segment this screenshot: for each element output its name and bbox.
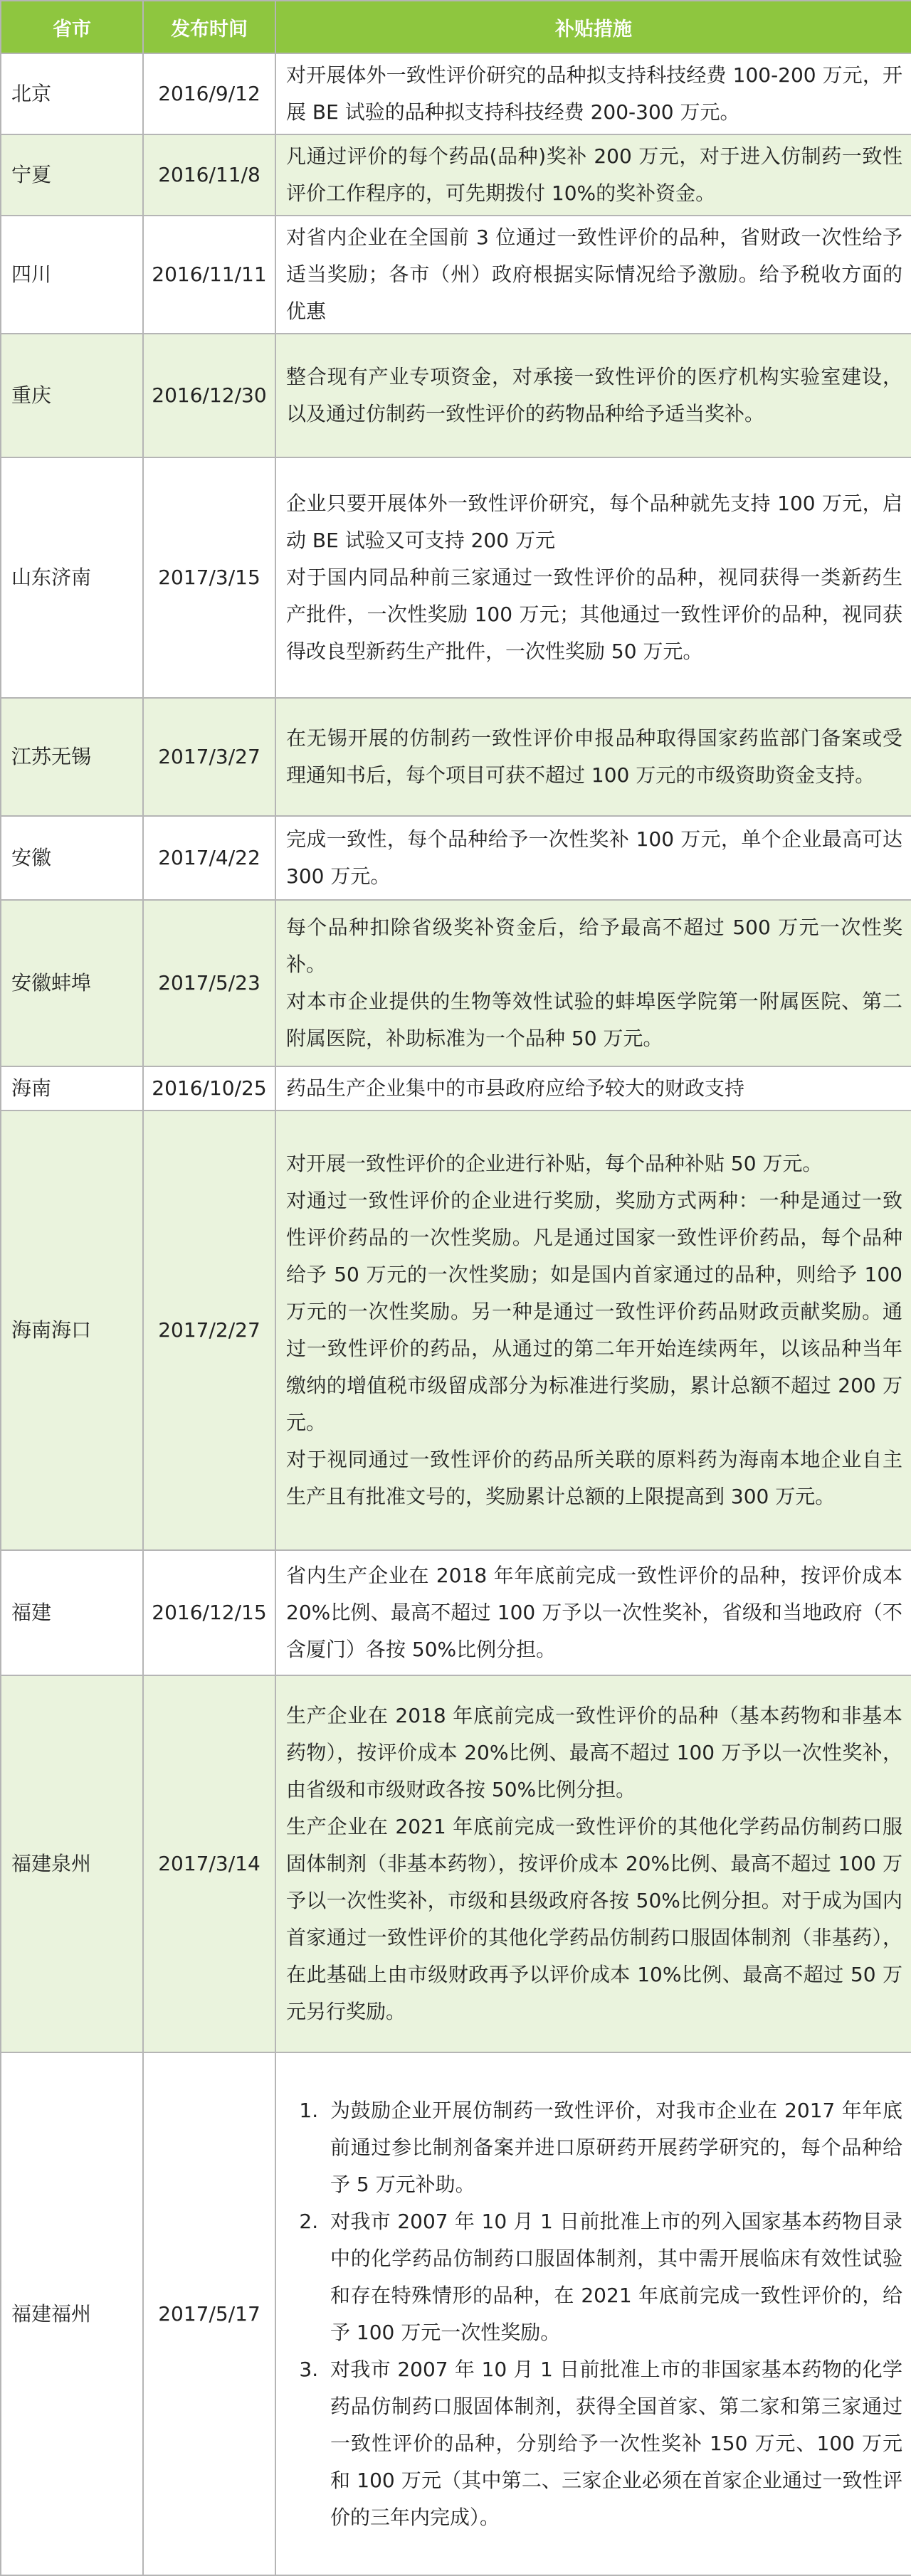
table-row	[1, 134, 911, 216]
measures-cell	[275, 2052, 911, 2575]
measure-paragraph: 对省内企业在全国前 3 位通过一致性评价的品种，省财政一次性给予适当奖励；各市（州）政府根据实际情况给予激励。给予税收方面的优惠	[286, 226, 902, 323]
province-cell: 福建泉州	[1, 1675, 143, 2052]
table-header-row	[1, 1, 911, 53]
date-cell: 2017/3/14	[143, 1675, 275, 2052]
measure-paragraph: 在无锡开展的仿制药一致性评价申报品种取得国家药监部门备案或受理通知书后，每个项目可获不超过 100 万元的市级资助资金支持。	[286, 726, 902, 787]
measure-paragraph: 对开展体外一致性评价研究的品种拟支持科技经费 100-200 万元，开展 BE 试验的品种拟支持科技经费 200-300 万元。	[286, 63, 902, 124]
province-cell: 北京	[1, 53, 143, 134]
header-date: 发布时间	[143, 1, 275, 53]
date-cell: 2016/11/8	[143, 134, 275, 216]
measure-paragraph: 药品生产企业集中的市县政府应给予较大的财政支持	[286, 1076, 745, 1100]
measures-cell	[275, 1111, 911, 1550]
date-cell: 2017/4/22	[143, 816, 275, 900]
header-province: 省市	[1, 1, 143, 53]
province-cell: 四川	[1, 216, 143, 334]
table-row	[1, 1111, 911, 1550]
table-row	[1, 1066, 911, 1111]
measures-cell	[275, 698, 911, 816]
date-cell: 2016/12/15	[143, 1550, 275, 1675]
province-cell: 宁夏	[1, 134, 143, 216]
measure-paragraph: 每个品种扣除省级奖补资金后，给予最高不超过 500 万元一次性奖补。	[286, 916, 902, 976]
province-cell: 重庆	[1, 334, 143, 457]
date-cell: 2017/5/17	[143, 2052, 275, 2575]
province-cell: 山东济南	[1, 457, 143, 698]
measure-paragraph: 省内生产企业在 2018 年年底前完成一致性评价的品种，按评价成本 20%比例、最高不超过 100 万予以一次性奖补，省级和当地政府（不含厦门）各按 50%比例分担。	[286, 1564, 902, 1661]
list-item: 3. 对我市 2007 年 10 月 1 日前批准上市的非国家基本药物的化学药品仿制药口服固体制剂，获得全国首家、第二家和第三家通过一致性评价的品种，分别给予一次性奖补 150 万元、100 万元和 100 万元（其中第二、三家企业必须在首家企业通过一致性评价的三年内完成）。	[325, 2351, 902, 2536]
header-measures: 补贴措施	[275, 1, 911, 53]
table-row	[1, 53, 911, 134]
date-cell: 2017/3/15	[143, 457, 275, 698]
measures-cell	[275, 816, 911, 900]
date-cell: 2016/9/12	[143, 53, 275, 134]
measures-cell	[275, 1675, 911, 2052]
province-cell: 海南海口	[1, 1111, 143, 1550]
measures-cell	[275, 1066, 911, 1111]
province-cell: 安徽蚌埠	[1, 900, 143, 1066]
table-row	[1, 2052, 911, 2575]
date-cell: 2016/10/25	[143, 1066, 275, 1111]
measure-paragraph: 对本市企业提供的生物等效性试验的蚌埠医学院第一附属医院、第二附属医院，补助标准为一个品种 50 万元。	[286, 990, 902, 1050]
date-cell: 2017/2/27	[143, 1111, 275, 1550]
measure-paragraph: 对通过一致性评价的企业进行奖励，奖励方式两种：一种是通过一致性评价药品的一次性奖励。凡是通过国家一致性评价药品，每个品种给予 50 万元的一次性奖励；如是国内首家通过的品种，则给予 100 万元的一次性奖励。另一种是通过一致性评价药品财政贡献奖励。通过一致性评价的药品，从通过的第二年开始连续两年，以该品种当年缴纳的增值税市级留成部分为标准进行奖励，累计总额不超过 200 万元。	[286, 1189, 902, 1434]
measures-cell	[275, 216, 911, 334]
province-cell: 江苏无锡	[1, 698, 143, 816]
measures-cell	[275, 334, 911, 457]
measure-paragraph: 完成一致性，每个品种给予一次性奖补 100 万元，单个企业最高可达 300 万元。	[286, 827, 902, 888]
date-cell: 2016/11/11	[143, 216, 275, 334]
measure-paragraph: 对于视同通过一致性评价的药品所关联的原料药为海南本地企业自主生产且有批准文号的，奖励累计总额的上限提高到 300 万元。	[286, 1448, 902, 1508]
list-item: 2. 对我市 2007 年 10 月 1 日前批准上市的列入国家基本药物目录中的化学药品仿制药口服固体制剂，其中需开展临床有效性试验和存在特殊情形的品种，在 2021 年底前完成一致性评价的，给予 100 万元一次性奖励。	[325, 2203, 902, 2351]
table-row	[1, 1675, 911, 2052]
measure-paragraph: 对于国内同品种前三家通过一致性评价的品种，视同获得一类新药生产批件，一次性奖励 100 万元；其他通过一致性评价的品种，视同获得改良型新药生产批件，一次性奖励 50 万元。	[286, 566, 902, 663]
table-row	[1, 1550, 911, 1675]
measures-cell	[275, 900, 911, 1066]
measure-paragraph: 对开展一致性评价的企业进行补贴，每个品种补贴 50 万元。	[286, 1152, 823, 1175]
measure-paragraph: 企业只要开展体外一致性评价研究，每个品种就先支持 100 万元，启动 BE 试验又可支持 200 万元	[286, 492, 902, 552]
province-cell: 福建	[1, 1550, 143, 1675]
province-cell: 海南	[1, 1066, 143, 1111]
measure-paragraph: 凡通过评价的每个药品(品种)奖补 200 万元，对于进入仿制药一致性评价工作程序的，可先期拨付 10%的奖补资金。	[286, 144, 902, 205]
list-item: 1. 为鼓励企业开展仿制药一致性评价，对我市企业在 2017 年年底前通过参比制剂备案并进口原研药开展药学研究的，每个品种给予 5 万元补助。	[325, 2092, 902, 2203]
table-row	[1, 900, 911, 1066]
measures-cell	[275, 1550, 911, 1675]
table-row	[1, 816, 911, 900]
table-row	[1, 698, 911, 816]
table-row	[1, 457, 911, 698]
province-cell: 安徽	[1, 816, 143, 900]
measures-cell	[275, 457, 911, 698]
measure-paragraph: 整合现有产业专项资金，对承接一致性评价的医疗机构实验室建设，以及通过仿制药一致性评价的药物品种给予适当奖补。	[286, 365, 902, 425]
measures-cell	[275, 134, 911, 216]
measure-paragraph: 生产企业在 2018 年底前完成一致性评价的品种（基本药物和非基本药物），按评价成本 20%比例、最高不超过 100 万予以一次性奖补，由省级和市级财政各按 50%比例分担。	[286, 1704, 902, 1801]
measures-cell	[275, 53, 911, 134]
date-cell: 2016/12/30	[143, 334, 275, 457]
measure-paragraph: 生产企业在 2021 年底前完成一致性评价的其他化学药品仿制药口服固体制剂（非基本药物），按评价成本 20%比例、最高不超过 100 万予以一次性奖补，市级和县级政府各按 50%比例分担。对于成为国内首家通过一致性评价的其他化学药品仿制药口服固体制剂（非基药），在此基础上由市级财政再予以评价成本 10%比例、最高不超过 50 万元另行奖励。	[286, 1815, 902, 2023]
table-row	[1, 216, 911, 334]
date-cell: 2017/5/23	[143, 900, 275, 1066]
table-row	[1, 334, 911, 457]
date-cell: 2017/3/27	[143, 698, 275, 816]
measures-list	[286, 2092, 902, 2536]
province-cell: 福建福州	[1, 2052, 143, 2575]
